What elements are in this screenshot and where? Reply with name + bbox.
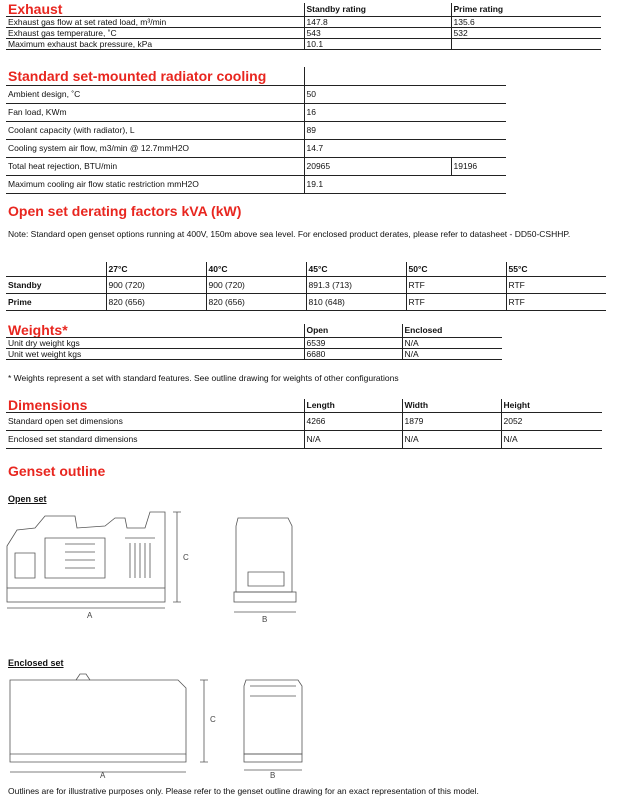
table-row	[6, 399, 602, 412]
row-value: 6680	[304, 348, 402, 359]
dimensions-table	[6, 399, 602, 449]
weights-table	[6, 324, 502, 360]
exhaust-table	[6, 3, 601, 50]
table-row	[6, 348, 502, 359]
exhaust-col-prime: Prime rating	[451, 3, 601, 16]
row-label: Standby	[6, 276, 106, 293]
row-value: 810 (648)	[306, 293, 406, 310]
table-row	[6, 412, 602, 430]
header-cell: 27°C	[106, 262, 206, 276]
weights-col-open: Open	[304, 324, 402, 337]
open-set-side-drawing	[5, 508, 205, 623]
table-row	[6, 276, 606, 293]
row-value: N/A	[402, 337, 502, 348]
table-row	[6, 27, 601, 38]
row-value: RTF	[406, 293, 506, 310]
radiator-table	[6, 67, 506, 194]
dim-b-label: B	[270, 771, 276, 780]
table-row	[6, 121, 506, 139]
dim-c-label: C	[183, 553, 189, 562]
row-label: Prime	[6, 293, 106, 310]
dimensions-title: Dimensions	[8, 397, 88, 413]
dim-a-label: A	[87, 611, 93, 620]
row-value: N/A	[402, 430, 501, 448]
enclosed-set-label: Enclosed set	[8, 658, 64, 668]
row-value: 50	[304, 85, 506, 103]
radiator-title: Standard set-mounted radiator cooling	[8, 68, 267, 84]
enclosed-set-end-drawing	[240, 676, 310, 781]
row-value: 900 (720)	[106, 276, 206, 293]
row-label: Unit wet weight kgs	[6, 348, 304, 359]
table-row	[6, 139, 506, 157]
row-value: 19196	[451, 157, 506, 175]
row-value: RTF	[506, 276, 606, 293]
row-value: 2052	[501, 412, 602, 430]
row-value: N/A	[304, 430, 402, 448]
row-value: 532	[451, 27, 601, 38]
outline-footer: Outlines are for illustrative purposes only. Please refer to the genset outline drawing for an exact representation of this model.	[8, 786, 479, 796]
row-label: Total heat rejection, BTU/min	[6, 157, 304, 175]
row-value: 19.1	[304, 175, 506, 193]
outline-title: Genset outline	[8, 463, 106, 479]
row-value	[451, 38, 601, 49]
exhaust-col-standby: Standby rating	[304, 3, 451, 16]
row-value: 135.6	[451, 16, 601, 27]
row-label: Maximum cooling air flow static restriction mmH2O	[6, 175, 304, 193]
row-label: Ambient design, ˚C	[6, 85, 304, 103]
table-row	[6, 157, 506, 175]
row-label: Exhaust gas temperature, ˚C	[6, 27, 304, 38]
dim-a-label: A	[100, 771, 106, 780]
dimensions-col-width: Width	[402, 399, 501, 412]
row-label: Cooling system air flow, m3/min @ 12.7mmH2O	[6, 139, 304, 157]
row-value: 891.3 (713)	[306, 276, 406, 293]
row-value: N/A	[501, 430, 602, 448]
table-row	[6, 337, 502, 348]
row-value: 14.7	[304, 139, 506, 157]
row-value: 89	[304, 121, 506, 139]
row-value: 820 (656)	[206, 293, 306, 310]
row-value: 820 (656)	[106, 293, 206, 310]
row-value: 4266	[304, 412, 402, 430]
table-row	[6, 262, 606, 276]
row-value: 1879	[402, 412, 501, 430]
weights-col-enclosed: Enclosed	[402, 324, 502, 337]
derating-table	[6, 262, 606, 311]
dim-c-label: C	[210, 715, 216, 724]
row-label: Exhaust gas flow at set rated load, m³/min	[6, 16, 304, 27]
weights-title: Weights*	[8, 322, 68, 338]
derating-note: Note: Standard open genset options running at 400V, 150m above sea level. For enclosed product derates, please refer to datasheet - DD50-CSHHP.	[8, 229, 571, 239]
header-cell: 45°C	[306, 262, 406, 276]
weights-footnote: * Weights represent a set with standard features. See outline drawing for weights of other configurations	[8, 373, 399, 383]
table-row	[6, 85, 506, 103]
table-row	[6, 103, 506, 121]
header-cell: 50°C	[406, 262, 506, 276]
row-label: Enclosed set standard dimensions	[6, 430, 304, 448]
open-set-end-drawing	[228, 512, 308, 627]
dimensions-col-height: Height	[501, 399, 602, 412]
row-value: 20965	[304, 157, 451, 175]
row-label: Coolant capacity (with radiator), L	[6, 121, 304, 139]
table-row	[6, 293, 606, 310]
enclosed-set-side-drawing	[6, 672, 226, 782]
row-value: 543	[304, 27, 451, 38]
open-set-label: Open set	[8, 494, 47, 504]
row-value: 900 (720)	[206, 276, 306, 293]
row-value: RTF	[506, 293, 606, 310]
exhaust-title: Exhaust	[8, 1, 63, 17]
table-row	[6, 430, 602, 448]
dim-b-label: B	[262, 615, 268, 624]
row-label: Fan load, KWm	[6, 103, 304, 121]
row-label: Standard open set dimensions	[6, 412, 304, 430]
header-cell: 55°C	[506, 262, 606, 276]
header-cell: 40°C	[206, 262, 306, 276]
table-row	[6, 3, 601, 16]
row-value: N/A	[402, 348, 502, 359]
row-label: Maximum exhaust back pressure, kPa	[6, 38, 304, 49]
dimensions-col-length: Length	[304, 399, 402, 412]
row-value: 6539	[304, 337, 402, 348]
row-value: RTF	[406, 276, 506, 293]
table-row	[6, 175, 506, 193]
table-row	[6, 38, 601, 49]
row-value: 16	[304, 103, 506, 121]
row-label: Unit dry weight kgs	[6, 337, 304, 348]
derating-title: Open set derating factors kVA (kW)	[8, 203, 242, 219]
table-row	[6, 16, 601, 27]
row-value: 147.8	[304, 16, 451, 27]
row-value: 10.1	[304, 38, 451, 49]
table-row	[6, 324, 502, 337]
